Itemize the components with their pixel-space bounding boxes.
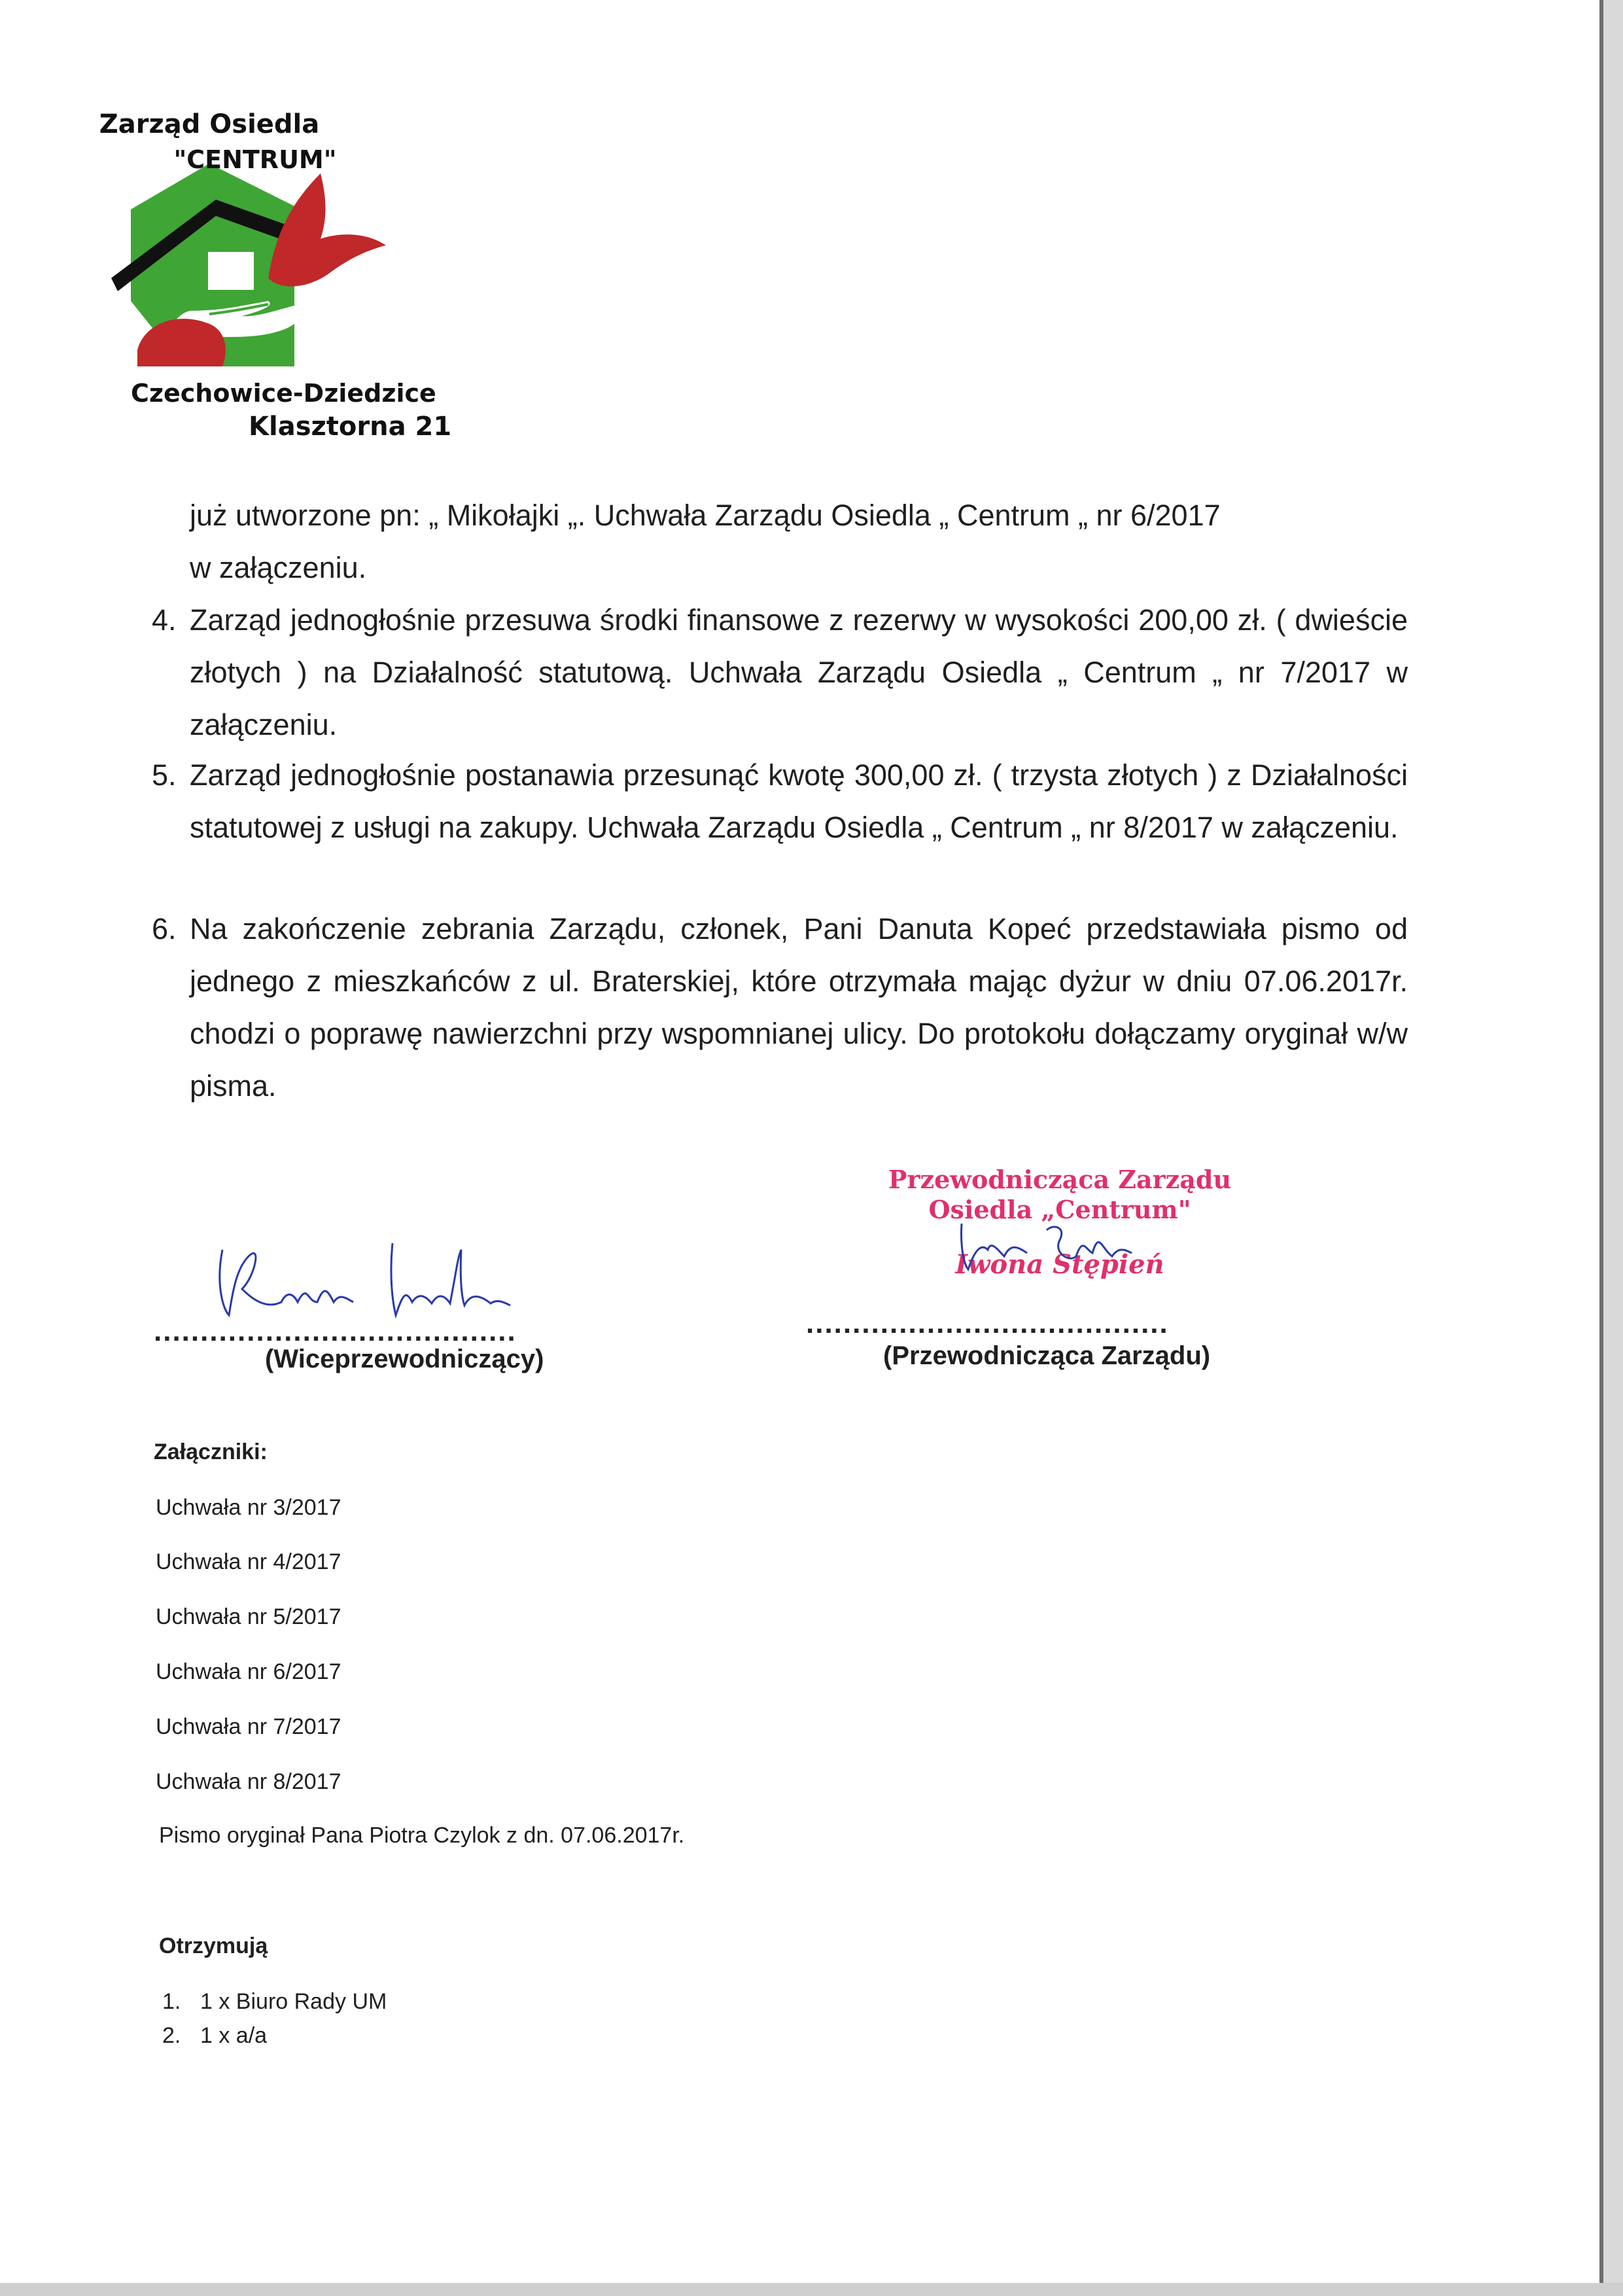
stamp-line: Przewodnicząca Zarządu (888, 1165, 1232, 1194)
recipient-number: 1. (162, 1989, 181, 2014)
attachment-item: Uchwała nr 3/2017 (156, 1495, 341, 1520)
logo-subtitle: "CENTRUM" (173, 145, 337, 174)
signature-line-right: ....................................... (806, 1307, 1169, 1339)
chairwoman-signature-icon (955, 1210, 1164, 1282)
vice-chair-label: (Wiceprzewodniczący) (265, 1345, 544, 1373)
logo-city: Czechowice-Dziedzice (131, 379, 436, 408)
recipient-text: 1 x a/a (200, 2023, 268, 2048)
logo-street: Klasztorna 21 (249, 412, 452, 442)
attachments-heading: Załączniki: (154, 1439, 268, 1464)
signature-line-left: ....................................... (154, 1315, 517, 1347)
organization-logo (92, 108, 484, 455)
recipient-item (162, 2023, 267, 2049)
recipient-number: 2. (162, 2023, 181, 2048)
attachment-item: Uchwała nr 5/2017 (156, 1604, 341, 1629)
continuation-line: w załączeniu. (190, 551, 367, 584)
stamp-name: Iwona Stępień (955, 1249, 1164, 1280)
chairwoman-label: (Przewodnicząca Zarządu) (883, 1341, 1211, 1370)
recipient-item (162, 1989, 387, 2015)
continuation-line: już utworzone pn: „ Mikołajki „. Uchwała Zarządu Osiedla „ Centrum „ nr 6/2017 (190, 499, 1221, 532)
logo-title: Zarząd Osiedla (99, 109, 320, 139)
scan-edge-line (1599, 0, 1603, 2296)
list-item-text: Zarząd jednogłośnie przesuwa środki finansowe z rezerwy w wysokości 200,00 zł. ( dwieście złotych ) na Działalność statutową. Uchwała Zarządu Osiedla „ Centrum „ nr 7/2017 w załączeniu. (190, 603, 1408, 741)
list-item-number: 4. (152, 603, 177, 637)
attachment-item: Uchwała nr 4/2017 (156, 1549, 341, 1574)
list-item-text: Zarząd jednogłośnie postanawia przesunąć kwotę 300,00 zł. ( trzysta złotych ) z Działalności statutowej z usługi na zakupy. Uchwała Zarządu Osiedla „ Centrum „ nr 8/2017 w załączeniu. (190, 758, 1408, 844)
attachment-item: Uchwała nr 8/2017 (156, 1769, 341, 1794)
list-item-number: 6. (152, 912, 177, 945)
list-item-text: Na zakończenie zebrania Zarządu, członek, Pani Danuta Kopeć przedstawiała pismo od jednego z mieszkańców z ul. Braterskiej, które otrzymała mając dyżur w dniu 07.06.2017r. chodzi o poprawę nawierzchni przy wspomnianej ulicy. Do protokołu dołączamy oryginał w/w pisma. (190, 912, 1408, 1103)
list-item-number: 5. (152, 758, 177, 792)
recipients-heading: Otrzymują (159, 1934, 268, 1958)
stamp-line: Osiedla „Centrum" (928, 1195, 1191, 1224)
scan-edge-right (1601, 0, 1623, 2296)
attachment-item: Pismo oryginał Pana Piotra Czylok z dn. 07.06.2017r. (159, 1823, 685, 1848)
attachment-item: Uchwała nr 7/2017 (156, 1714, 341, 1739)
scan-edge-bottom (0, 2283, 1623, 2296)
recipient-text: 1 x Biuro Rady UM (200, 1989, 387, 2014)
attachment-item: Uchwała nr 6/2017 (156, 1659, 341, 1684)
